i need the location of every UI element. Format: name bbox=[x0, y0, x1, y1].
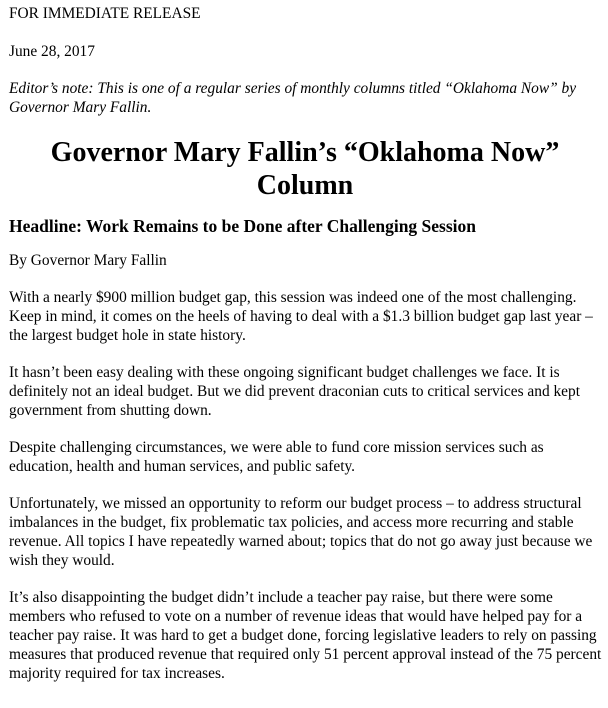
paragraph-5: It’s also disappointing the budget didn’t include a teacher pay raise, but there were some members who refused to vote on a number of revenue ideas that would have helped pay for a teacher pay raise. It was hard to get a budget done, forcing legislative leaders to rely on passing measures that produced revenue that required only 51 percent approval instead of the 75 percent majority required for tax increases. bbox=[9, 589, 602, 682]
release-date: June 28, 2017 bbox=[9, 43, 95, 60]
headline: Headline: Work Remains to be Done after Challenging Session bbox=[9, 216, 477, 236]
column-title: Governor Mary Fallin’s “Oklahoma Now” Column bbox=[50, 137, 560, 201]
paragraph-2: It hasn’t been easy dealing with these ongoing significant budget challenges we face. It is definitely not an ideal budget. But we did prevent draconian cuts to critical services and kept government from shutting down. bbox=[9, 364, 580, 419]
paragraph-3: Despite challenging circumstances, we were able to fund core mission services such as education, health and human services, and public safety. bbox=[9, 439, 544, 475]
release-label: FOR IMMEDIATE RELEASE bbox=[9, 5, 201, 22]
paragraph-1: With a nearly $900 million budget gap, this session was indeed one of the most challenging. Keep in mind, it comes on the heels of having to deal with a $1.3 billion budget gap last year – the largest budget hole in state history. bbox=[9, 289, 593, 344]
paragraph-4: Unfortunately, we missed an opportunity to reform our budget process – to address structural imbalances in the budget, fix problematic tax policies, and access more recurring and stable revenue. All topics I have repeatedly warned about; topics that do not go away just because we wish they would. bbox=[9, 495, 593, 569]
byline: By Governor Mary Fallin bbox=[9, 252, 167, 269]
editors-note: Editor’s note: This is one of a regular series of monthly columns titled “Oklahoma Now” by Governor Mary Fallin. bbox=[9, 80, 577, 116]
